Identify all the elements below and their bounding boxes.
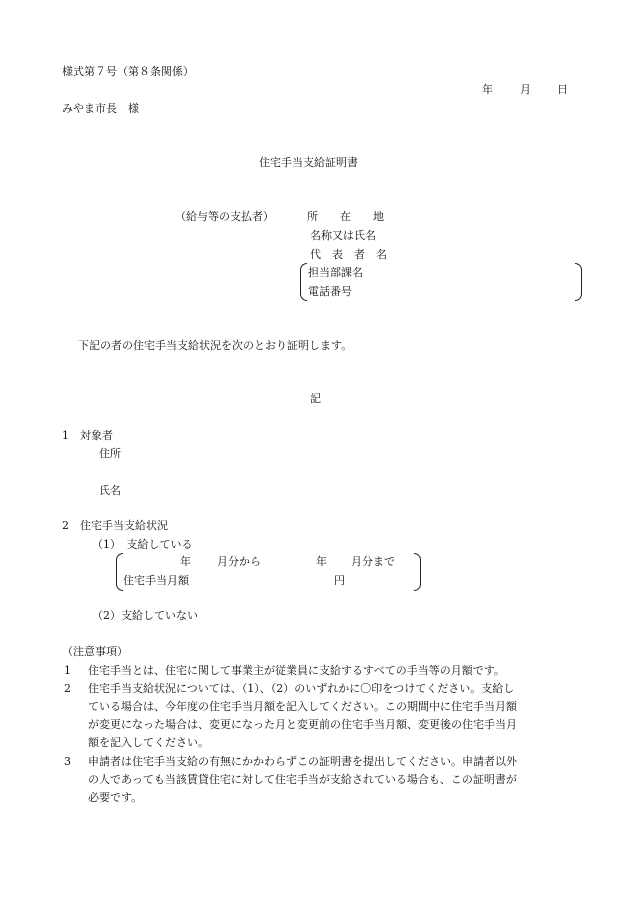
period-month-from: 月分から <box>217 555 261 568</box>
payer-representative-label: 代 表 者 名 <box>310 248 387 261</box>
period-bracket-left <box>116 553 123 591</box>
option1-paying: （1） 支給している <box>92 538 193 551</box>
note2-line: 住宅手当支給状況については、（1）、（2）のいずれかに〇印をつけてください。支給し <box>88 682 515 695</box>
period-month-to: 月分まで <box>351 555 395 568</box>
yen-unit: 円 <box>334 574 345 587</box>
period-year-from: 年 <box>180 555 191 568</box>
date-day-label: 日 <box>557 83 568 96</box>
section2-heading: 2 住宅手当支給状況 <box>62 519 168 532</box>
note1-line: 住宅手当とは、住宅に関して事業主が従業員に支給するすべての手当等の月額です。 <box>88 664 505 677</box>
monthly-amount-label: 住宅手当月額 <box>123 574 189 587</box>
form-number: 様式第７号（第８条関係） <box>62 65 194 78</box>
payer-address-label: 所 在 地 <box>307 210 384 223</box>
note3-line: の人であっても当該賃貸住宅に対して住宅手当が支給されている場合も、この証明書が <box>88 773 517 786</box>
addressee: みやま市長 様 <box>62 102 139 115</box>
notes-heading: （注意事項） <box>62 645 128 658</box>
note3-line: 必要です。 <box>88 791 143 804</box>
option2-not-paying: （2）支給していない <box>92 609 198 622</box>
note3-number: 3 <box>64 755 71 768</box>
target-address-label: 住所 <box>99 447 121 460</box>
document-title: 住宅手当支給証明書 <box>259 156 358 169</box>
payer-role-label: （給与等の支払者） <box>175 210 274 223</box>
period-bracket-right <box>414 553 421 591</box>
note2-line: ている場合は、今年度の住宅手当月額を記入してください。この期間中に住宅手当月額 <box>88 700 517 713</box>
payer-name-label: 名称又は氏名 <box>310 229 376 242</box>
contact-bracket-left <box>300 263 307 301</box>
note1-number: 1 <box>64 664 71 677</box>
ki-mark: 記 <box>310 392 321 405</box>
target-name-label: 氏名 <box>99 484 121 497</box>
period-year-to: 年 <box>316 555 327 568</box>
date-year-label: 年 <box>482 83 493 96</box>
payer-department-label: 担当部課名 <box>308 266 363 279</box>
certification-statement: 下記の者の住宅手当支給状況を次のとおり証明します。 <box>78 339 353 352</box>
note2-number: 2 <box>64 682 71 695</box>
note2-line: 額を記入してください。 <box>88 736 209 749</box>
contact-bracket-right <box>575 263 582 301</box>
date-month-label: 月 <box>520 83 531 96</box>
note3-line: 申請者は住宅手当支給の有無にかかわらずこの証明書を提出してください。申請者以外 <box>88 755 517 768</box>
section1-heading: 1 対象者 <box>62 429 113 442</box>
note2-line: が変更になった場合は、変更になった月と変更前の住宅手当月額、変更後の住宅手当月 <box>88 718 517 731</box>
payer-phone-label: 電話番号 <box>308 285 352 298</box>
